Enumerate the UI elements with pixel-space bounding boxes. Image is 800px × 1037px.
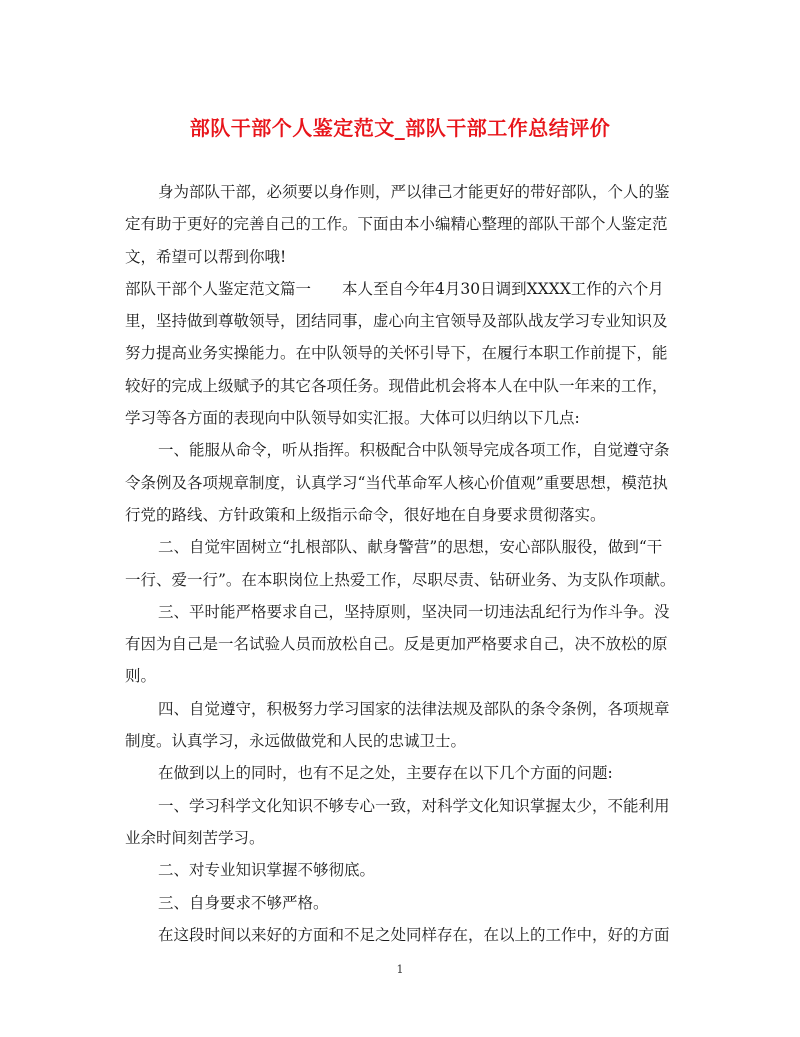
paragraph-point-three: 三、平时能严格要求自己，坚持原则，坚决同一切违法乱纪行为作斗争。没有因为自己是一名试验人员而放松自己。反是更加严格要求自己，决不放松的原则。 [125, 602, 670, 686]
document-title: 部队干部个人鉴定范文_部队干部工作总结评价 [189, 116, 611, 140]
paragraph-point-two: 二、自觉牢固树立“扎根部队、献身警营”的思想，安心部队服役，做到“干一行、爱一行”。在本职岗位上热爱工作，尽职尽责、钻研业务、为支队作项献。 [125, 538, 676, 589]
paragraph-point-four: 四、自觉遵守，积极努力学习国家的法律法规及部队的条令条例，各项规章制度。认真学习，永远做做党和人民的忠诚卫士。 [125, 699, 670, 751]
paragraph-sample-one: 部队干部个人鉴定范文篇一 本人至自今年4月30日调到XXXX工作的六个月里，坚持做到尊敬领导，团结同事，虚心向主官领导及部队战友学习专业知识及努力提高业务实操能力。在中队领导的关怀引导下，在履行本职工作前提下，能较好的完成上级赋予的其它各项任务。现借此机会将本人在中队一年来的工作，学习等各方面的表现向中队领导如实汇报。大体可以归纳以下几点: [125, 279, 668, 428]
page-number: 1 [396, 963, 404, 976]
paragraph-point-one: 一、能服从命令，听从指挥。积极配合中队领导完成各项工作，自觉遵守条令条例及各项规章制度，认真学习“当代革命军人核心价值观”重要思想，模范执行党的路线、方针政策和上级指示命令，很好地在自身要求贯彻落实。 [125, 441, 670, 524]
paragraph-conclusion: 在这段时间以来好的方面和不足之处同样存在，在以上的工作中，好的方面 [158, 925, 670, 944]
paragraph-intro: 身为部队干部，必须要以身作则，严以律己才能更好的带好部队，个人的鉴定有助于更好的完善自己的工作。下面由本小编精心整理的部队干部个人鉴定范文，希望可以帮到你哦! [125, 183, 670, 266]
paragraph-shortcomings-intro: 在做到以上的同时，也有不足之处，主要存在以下几个方面的问题: [158, 764, 613, 783]
paragraph-shortcoming-three: 三、自身要求不够严格。 [158, 893, 329, 912]
paragraph-shortcoming-two: 二、对专业知识掌握不够彻底。 [158, 861, 376, 880]
document-body [125, 176, 677, 951]
paragraph-shortcoming-one: 一、学习科学文化知识不够专心一致，对科学文化知识掌握太少，不能利用业余时间刻苦学习。 [125, 796, 670, 847]
